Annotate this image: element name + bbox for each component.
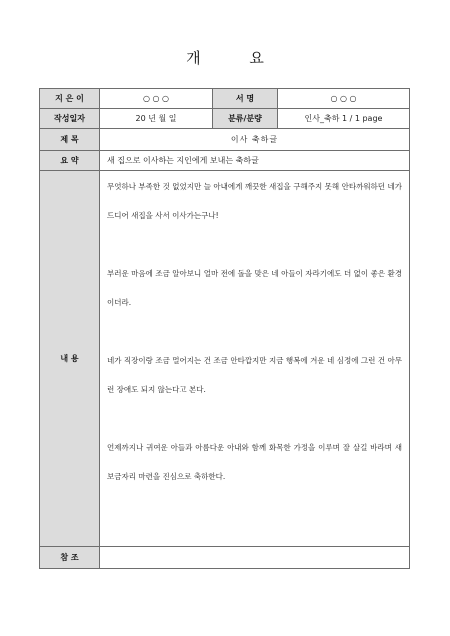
author-row (40, 89, 410, 109)
content-paragraph: 무엇하나 부족한 것 없었지만 늘 아내에게 깨끗한 새집을 구해주지 못해 안타까워하던 네가 드디어 새집을 사서 이사가는구나! (107, 182, 402, 220)
subject-label: 제 목 (40, 129, 100, 151)
overview-form-table (39, 88, 410, 569)
category-value[interactable]: 인사_축하 1 / 1 page (278, 109, 410, 129)
reference-value[interactable] (100, 547, 410, 569)
summary-row (40, 151, 410, 171)
date-value[interactable]: 20 년 월 일 (100, 109, 213, 129)
date-row (40, 109, 410, 129)
signature-label: 서 명 (213, 89, 278, 109)
content-paragraph: 네가 직장이랑 조금 멀어지는 건 조금 안타깝지만 지금 행복에 겨운 네 심정에 그런 건 아무런 장애도 되지 않는다고 본다. (107, 356, 402, 394)
reference-row (40, 547, 410, 569)
content-label: 내 용 (40, 171, 100, 547)
summary-label: 요 약 (40, 151, 100, 171)
signature-value[interactable]: ○ ○ ○ (278, 89, 410, 109)
content-row (40, 171, 410, 547)
author-value[interactable]: ○ ○ ○ (100, 89, 213, 109)
content-paragraph: 언제까지나 귀여운 아들과 아름다운 아내와 함께 화목한 가정을 이루며 잘 살길 바라며 새 보금자리 마련을 진심으로 축하한다. (107, 443, 402, 481)
subject-value[interactable]: 이사 축하글 (100, 129, 410, 151)
category-label: 분류/분량 (213, 109, 278, 129)
reference-label: 참 조 (40, 547, 100, 569)
document-title: 개 요 (186, 49, 286, 67)
subject-row (40, 129, 410, 151)
summary-value[interactable]: 새 집으로 이사하는 지인에게 보내는 축하글 (100, 151, 410, 171)
author-label: 지 은 이 (40, 89, 100, 109)
content-body[interactable] (100, 171, 410, 547)
content-paragraph: 부러운 마음에 조금 알아보니 얼마 전에 돌을 맞은 네 아들이 자라기에도 더 없이 좋은 환경이더라. (107, 269, 402, 307)
date-label: 작성일자 (40, 109, 100, 129)
